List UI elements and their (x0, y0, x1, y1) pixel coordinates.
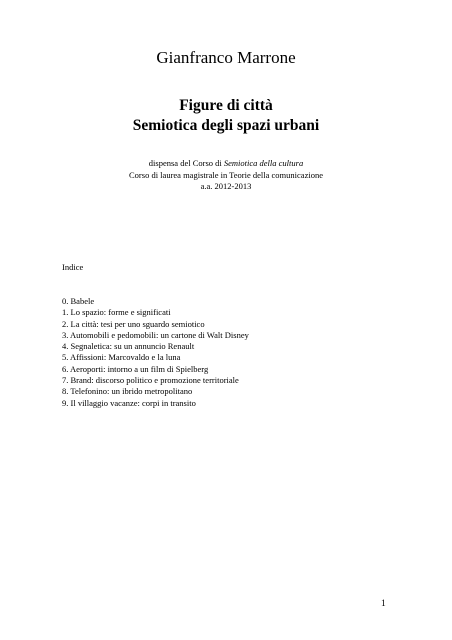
toc-item: 0. Babele (62, 296, 95, 306)
toc-item: 4. Segnaletica: su un annuncio Renault (62, 341, 195, 352)
toc-item: 2. La città: tesi per uno sguardo semiotico (62, 318, 205, 329)
course-line-1 (0, 158, 452, 170)
toc-item: 9. Il villaggio vacanze: corpi in transito (62, 397, 196, 408)
document-subtitle: Semiotica degli spazi urbani (132, 117, 320, 134)
page-number: 1 (381, 599, 386, 609)
toc-item: 6. Aeroporti: intorno a un film di Spielberg (62, 363, 209, 374)
document-title: Figure di città (179, 97, 273, 114)
toc-item: 3. Automobili e pedomobili: un cartone di Walt Disney (62, 329, 249, 340)
course-line-1-prefix: dispensa del Corso di (148, 158, 224, 168)
course-line-3: a.a. 2012-2013 (200, 181, 252, 191)
document-author: Gianfranco Marrone (156, 48, 296, 67)
index-heading: Indice (62, 262, 84, 272)
toc-item: 5. Affissioni: Marcovaldo e la luna (62, 352, 181, 363)
toc-item: 1. Lo spazio: forme e significati (62, 307, 171, 318)
toc-item: 8. Telefonino: un ibrido metropolitano (62, 386, 193, 397)
course-line-2: Corso di laurea magistrale in Teorie della comunicazione (129, 169, 323, 180)
table-of-contents (62, 296, 249, 409)
course-name: Semiotica della cultura (223, 158, 304, 168)
course-info (0, 158, 452, 193)
toc-item: 7. Brand: discorso politico e promozione territoriale (62, 375, 239, 386)
